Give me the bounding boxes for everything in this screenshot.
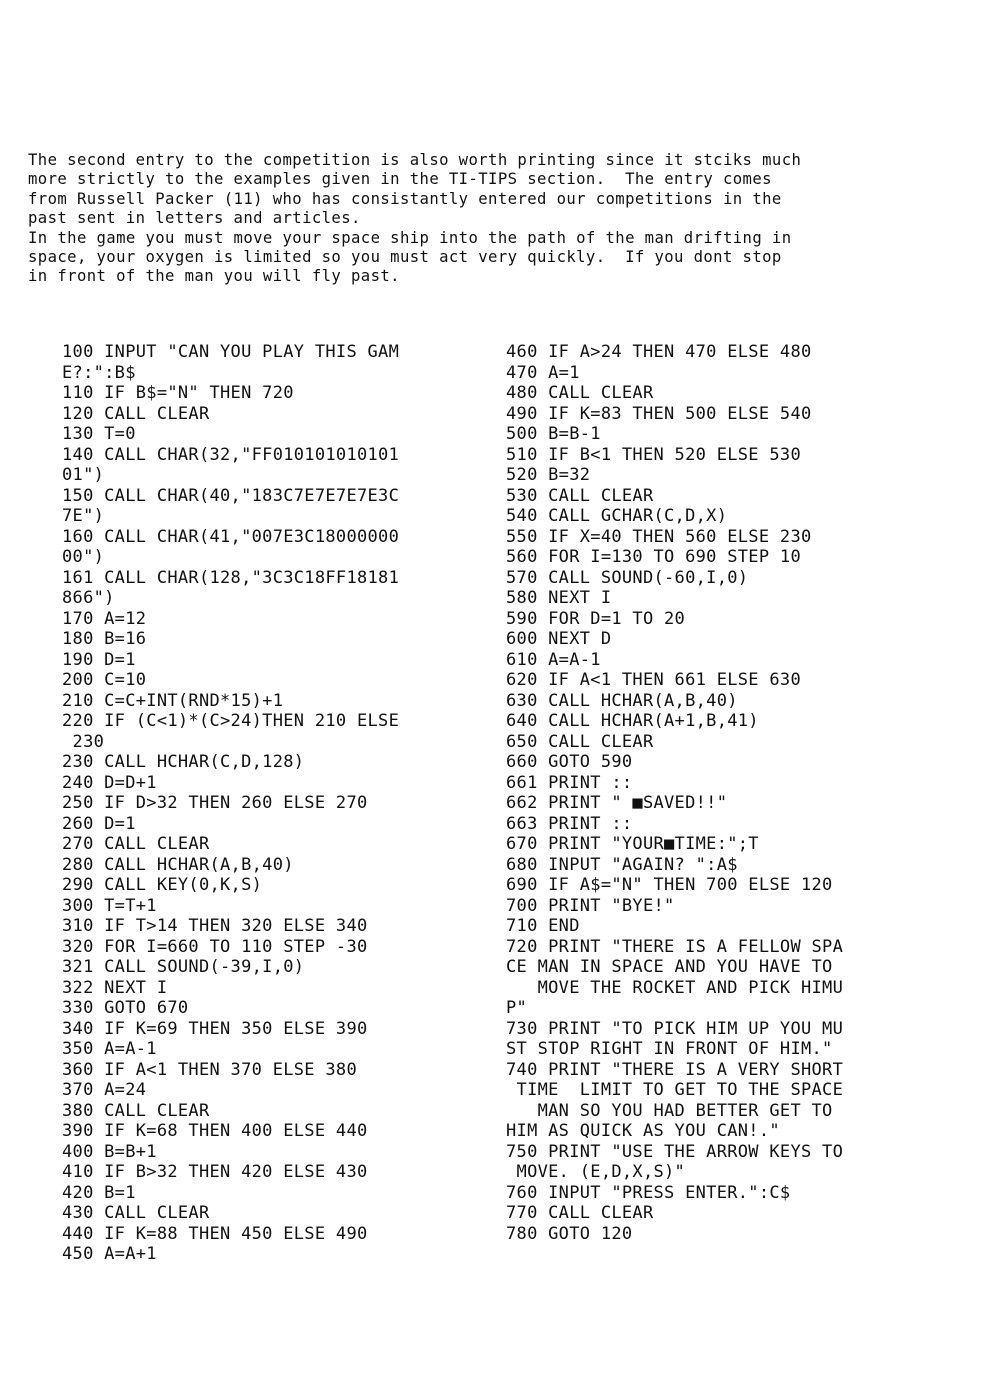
- code-line: 430 CALL CLEAR: [62, 1203, 210, 1223]
- code-line: 390 IF K=68 THEN 400 ELSE 440: [62, 1121, 368, 1141]
- code-line: 400 B=B+1: [62, 1141, 157, 1162]
- code-line: 710 END: [506, 916, 580, 936]
- intro-line: space, your oxygen is limited so you must act very quickly. If you dont stop: [28, 248, 782, 267]
- code-line: 230: [62, 731, 105, 752]
- code-line: 630 CALL HCHAR(A,B,40): [506, 690, 738, 711]
- code-line: 410 IF B>32 THEN 420 ELSE 430: [62, 1162, 368, 1182]
- code-line: 01"): [62, 465, 105, 485]
- code-line: 161 CALL CHAR(128,"3C3C18FF18181: [62, 567, 400, 588]
- code-line: 780 GOTO 120: [506, 1223, 633, 1244]
- code-line: 680 INPUT "AGAIN? ":A$: [506, 854, 738, 875]
- code-line: 310 IF T>14 THEN 320 ELSE 340: [62, 916, 368, 936]
- code-line: 560 FOR I=130 TO 690 STEP 10: [506, 547, 801, 567]
- code-line: 720 PRINT "THERE IS A FELLOW SPA: [506, 936, 844, 957]
- code-line: 170 A=12: [62, 608, 147, 629]
- code-line: 866"): [62, 588, 115, 608]
- code-line: 570 CALL SOUND(-60,I,0): [506, 567, 749, 588]
- code-line: HIM AS QUICK AS YOU CAN!.": [506, 1121, 780, 1141]
- code-line: 350 A=A-1: [62, 1039, 157, 1059]
- code-line: MOVE THE ROCKET AND PICK HIMU: [506, 977, 844, 998]
- code-line: 420 B=1: [62, 1182, 136, 1203]
- code-line: MOVE. (E,D,X,S)": [506, 1162, 686, 1182]
- code-line: 321 CALL SOUND(-39,I,0): [62, 957, 305, 977]
- code-line: 230 CALL HCHAR(C,D,128): [62, 752, 305, 772]
- code-line: 150 CALL CHAR(40,"183C7E7E7E7E3C: [62, 485, 400, 506]
- code-line: 700 PRINT "BYE!": [506, 895, 675, 916]
- code-line: 500 B=B-1: [506, 424, 601, 444]
- code-line: ST STOP RIGHT IN FRONT OF HIM.": [506, 1039, 833, 1059]
- code-line: CE MAN IN SPACE AND YOU HAVE TO: [506, 957, 833, 977]
- code-line: 260 D=1: [62, 813, 136, 834]
- intro-line: In the game you must move your space ship into the path of the man drifting in: [28, 228, 792, 247]
- code-line: 200 C=10: [62, 670, 147, 690]
- code-line: 610 A=A-1: [506, 649, 601, 670]
- code-line: 770 CALL CLEAR: [506, 1203, 654, 1223]
- code-line: 590 FOR D=1 TO 20: [506, 608, 686, 629]
- program-listing-right-column: [506, 342, 843, 1244]
- code-line: 00"): [62, 547, 105, 567]
- intro-line: The second entry to the competition is also worth printing since it stciks much: [28, 151, 802, 169]
- intro-line: more strictly to the examples given in the TI-TIPS section. The entry comes: [28, 170, 772, 189]
- code-line: 740 PRINT "THERE IS A VERY SHORT: [506, 1059, 844, 1080]
- code-line: 460 IF A>24 THEN 470 ELSE 480: [506, 342, 812, 362]
- code-line: P": [506, 998, 528, 1018]
- code-line: 130 T=0: [62, 424, 136, 444]
- code-line: 160 CALL CHAR(41,"007E3C18000000: [62, 526, 400, 547]
- code-line: 690 IF A$="N" THEN 700 ELSE 120: [506, 875, 833, 895]
- code-line: 220 IF (C<1)*(C>24)THEN 210 ELSE: [62, 711, 400, 731]
- code-line: 140 CALL CHAR(32,"FF010101010101: [62, 444, 400, 465]
- intro-line: in front of the man you will fly past.: [28, 267, 400, 286]
- code-line: TIME LIMIT TO GET TO THE SPACE: [506, 1080, 844, 1100]
- code-line: 100 INPUT "CAN YOU PLAY THIS GAM: [62, 342, 400, 362]
- code-line: 370 A=24: [62, 1080, 147, 1100]
- code-line: 120 CALL CLEAR: [62, 403, 210, 424]
- code-line: 650 CALL CLEAR: [506, 731, 654, 752]
- intro-paragraph: [28, 151, 978, 287]
- code-line: 730 PRINT "TO PICK HIM UP YOU MU: [506, 1018, 844, 1039]
- code-line: 280 CALL HCHAR(A,B,40): [62, 854, 294, 875]
- code-line: 760 INPUT "PRESS ENTER.":C$: [506, 1182, 791, 1203]
- code-line: 450 A=A+1: [62, 1244, 157, 1264]
- code-line: 180 B=16: [62, 629, 147, 649]
- code-line: 490 IF K=83 THEN 500 ELSE 540: [506, 403, 812, 424]
- code-line: 360 IF A<1 THEN 370 ELSE 380: [62, 1059, 357, 1080]
- code-line: 662 PRINT " ■SAVED!!": [506, 793, 728, 813]
- code-line: 640 CALL HCHAR(A+1,B,41): [506, 711, 759, 731]
- code-line: 330 GOTO 670: [62, 998, 189, 1018]
- code-line: 750 PRINT "USE THE ARROW KEYS TO: [506, 1141, 844, 1162]
- intro-line: from Russell Packer (11) who has consistantly entered our competitions in the: [28, 189, 782, 208]
- code-line: 600 NEXT D: [506, 629, 612, 649]
- code-line: MAN SO YOU HAD BETTER GET TO: [506, 1100, 833, 1121]
- code-line: 550 IF X=40 THEN 560 ELSE 230: [506, 526, 812, 547]
- code-line: 270 CALL CLEAR: [62, 834, 210, 854]
- code-line: 620 IF A<1 THEN 661 ELSE 630: [506, 670, 801, 690]
- code-line: 660 GOTO 590: [506, 752, 633, 772]
- code-line: 663 PRINT ::: [506, 813, 633, 834]
- code-line: 190 D=1: [62, 649, 136, 670]
- code-line: 7E"): [62, 506, 105, 526]
- code-line: 480 CALL CLEAR: [506, 383, 654, 403]
- code-line: 340 IF K=69 THEN 350 ELSE 390: [62, 1018, 368, 1039]
- code-line: 322 NEXT I: [62, 977, 168, 998]
- code-line: 290 CALL KEY(0,K,S): [62, 875, 263, 895]
- code-line: 300 T=T+1: [62, 895, 157, 916]
- code-line: 510 IF B<1 THEN 520 ELSE 530: [506, 444, 801, 465]
- program-listing-left-column: [62, 342, 399, 1265]
- code-line: 520 B=32: [506, 465, 591, 485]
- code-line: 540 CALL GCHAR(C,D,X): [506, 506, 728, 526]
- code-line: 661 PRINT ::: [506, 772, 633, 793]
- code-line: E?:":B$: [62, 362, 136, 383]
- code-line: 580 NEXT I: [506, 588, 612, 608]
- code-line: 110 IF B$="N" THEN 720: [62, 383, 294, 403]
- code-line: 210 C=C+INT(RND*15)+1: [62, 690, 284, 711]
- intro-line: past sent in letters and articles.: [28, 209, 361, 228]
- code-line: 530 CALL CLEAR: [506, 485, 654, 506]
- code-line: 670 PRINT "YOUR■TIME:";T: [506, 834, 759, 854]
- code-line: 470 A=1: [506, 362, 580, 383]
- code-line: 440 IF K=88 THEN 450 ELSE 490: [62, 1223, 368, 1244]
- code-line: 240 D=D+1: [62, 772, 157, 793]
- code-line: 320 FOR I=660 TO 110 STEP -30: [62, 936, 368, 957]
- code-line: 380 CALL CLEAR: [62, 1100, 210, 1121]
- code-line: 250 IF D>32 THEN 260 ELSE 270: [62, 793, 368, 813]
